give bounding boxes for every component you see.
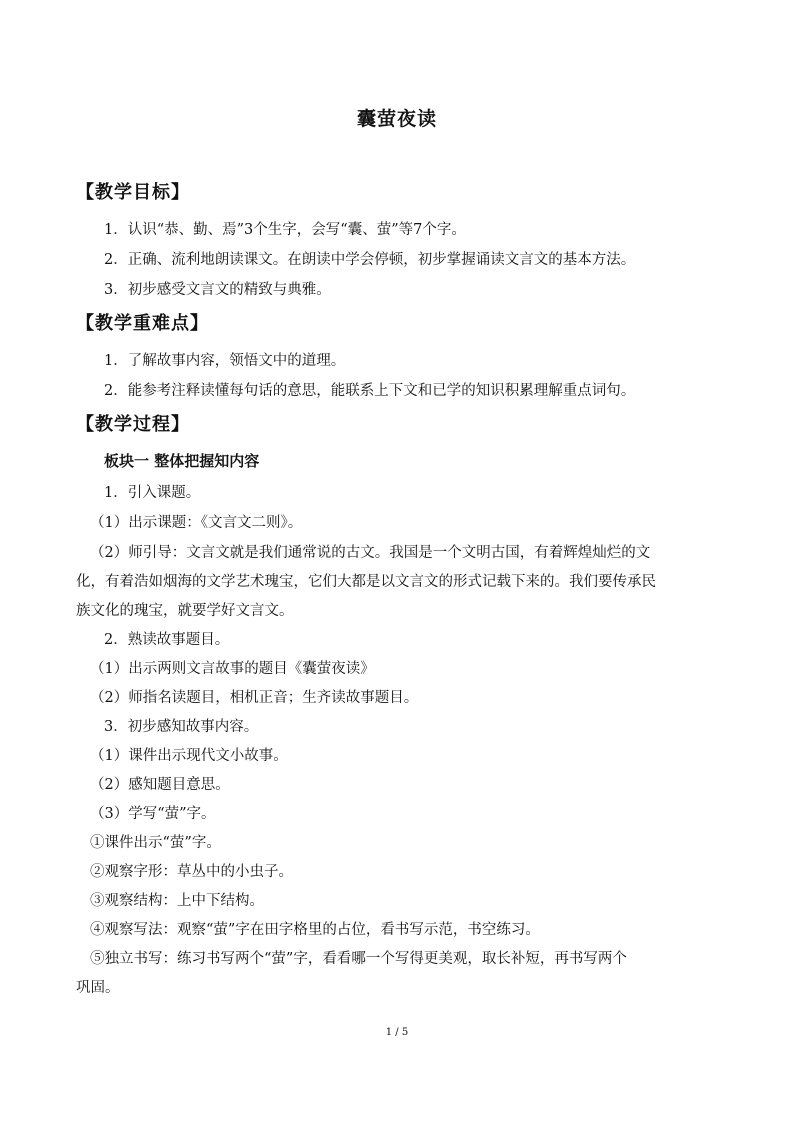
page-number: 1 / 5 <box>385 1027 409 1038</box>
sub-step-item: ①课件出示“萤”字。 <box>90 835 221 851</box>
section-heading-goals: 【教学目标】 <box>76 182 190 203</box>
goal-item: 1．认识“恭、勤、焉”3个生字，会写“囊、萤”等7个字。 <box>104 222 466 238</box>
goal-item: 2．正确、流利地朗读课文。在朗读中学会停顿，初步掌握诵读文言文的基本方法。 <box>104 252 636 268</box>
step-item: 2．熟读故事题目。 <box>104 632 230 648</box>
document-title: 囊萤夜读 <box>356 108 437 130</box>
focus-item: 2．能参考注释读懂每句话的意思，能联系上下文和已学的知识积累理解重点词句。 <box>104 383 636 399</box>
step-item: 3．初步感知故事内容。 <box>104 719 259 735</box>
section-heading-focus: 【教学重难点】 <box>76 313 209 334</box>
paragraph-line: 化，有着浩如烟海的文学艺术瑰宝，它们大都是以文言文的形式记载下来的。我们要传承民 <box>76 574 656 590</box>
section-heading-process: 【教学过程】 <box>76 414 190 435</box>
step-item: （1）课件出示现代文小故事。 <box>90 748 288 764</box>
sub-step-item: ④观察写法：观察“萤”字在田字格里的占位，看书写示范，书空练习。 <box>90 922 540 938</box>
goal-item: 3．初步感受文言文的精致与典雅。 <box>104 282 331 298</box>
step-item: （2）师指名读题目，相机正音；生齐读故事题目。 <box>90 690 419 706</box>
block-title: 板块一 整体把握知内容 <box>104 452 260 470</box>
paragraph-line: 族文化的瑰宝，就要学好文言文。 <box>76 603 294 619</box>
paragraph-line: ⑤独立书写：练习书写两个“萤”字，看看哪一个写得更美观，取长补短，再书写两个 <box>90 951 627 967</box>
step-item: （1）出示课题：《文言文二则》。 <box>90 515 303 531</box>
step-item: （1）出示两则文言故事的题目《囊萤夜读》 <box>90 661 375 677</box>
step-item: （3）学写“萤”字。 <box>90 806 216 822</box>
paragraph-line: （2）师引导：文言文就是我们通常说的古文。我国是一个文明古国，有着辉煌灿烂的文 <box>90 545 651 561</box>
sub-step-item: ③观察结构：上中下结构。 <box>90 893 264 909</box>
focus-item: 1．了解故事内容，领悟文中的道理。 <box>104 353 346 369</box>
sub-step-item: ②观察字形：草丛中的小虫子。 <box>90 864 293 880</box>
paragraph-line: 巩固。 <box>76 980 120 996</box>
step-item: 1．引入课题。 <box>104 485 201 501</box>
step-item: （2）感知题目意思。 <box>90 777 230 793</box>
